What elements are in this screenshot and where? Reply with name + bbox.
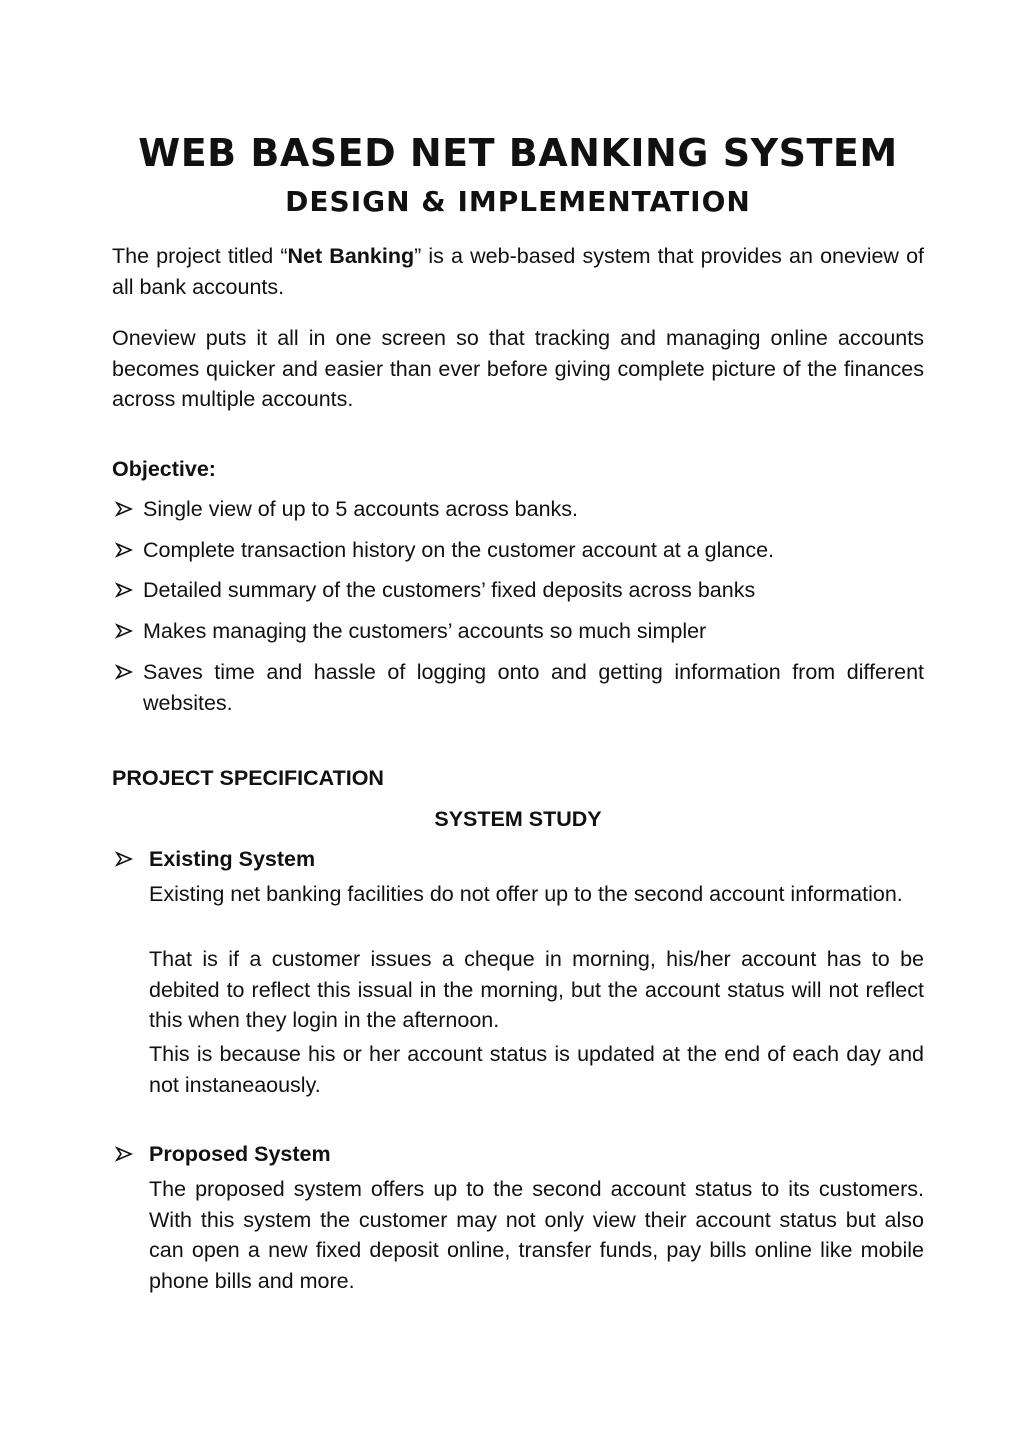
- intro-project-name: Net Banking: [287, 244, 415, 268]
- arrowhead-bullet-icon: [112, 844, 136, 874]
- arrowhead-bullet-icon: [112, 616, 136, 646]
- existing-system-paragraph: This is because his or her account status is updated at the end of each day and not instaneaously.: [149, 1042, 924, 1097]
- objective-item: [112, 535, 924, 566]
- objective-item-text: Complete transaction history on the customer account at a glance.: [143, 538, 775, 562]
- intro-paragraph: [112, 241, 924, 302]
- objective-item-text: Makes managing the customers’ accounts so much simpler: [143, 619, 707, 643]
- existing-system-title: Existing System: [149, 847, 316, 871]
- arrowhead-bullet-icon: [112, 535, 136, 565]
- arrowhead-bullet-icon: [112, 1139, 136, 1169]
- intro-text-after: ” is a web-based system that provides an oneview of all bank accounts.: [112, 244, 925, 299]
- arrowhead-bullet-icon: [112, 494, 136, 524]
- document-subtitle: DESIGN & IMPLEMENTATION: [285, 185, 751, 218]
- objective-item-text: Single view of up to 5 accounts across banks.: [143, 497, 579, 521]
- objective-item-text: Detailed summary of the customers’ fixed deposits across banks: [143, 578, 756, 602]
- objective-heading: Objective:: [112, 457, 216, 481]
- arrowhead-bullet-icon: [112, 575, 136, 605]
- existing-system-paragraph: That is if a customer issues a cheque in morning, his/her account has to be debited to reflect this issual in the morning, but the account status will not reflect this when they login in the afternoon.: [149, 947, 924, 1032]
- proposed-system-title: Proposed System: [149, 1142, 331, 1166]
- project-spec-heading: PROJECT SPECIFICATION: [112, 766, 384, 790]
- objective-item: [112, 575, 924, 606]
- objective-item: [112, 494, 924, 525]
- existing-system-paragraph: Existing net banking facilities do not offer up to the second account information.: [149, 882, 903, 906]
- intro-text-before: The project titled “: [112, 244, 288, 268]
- document-title: WEB BASED NET BANKING SYSTEM: [138, 131, 898, 175]
- objective-item: [112, 616, 924, 647]
- proposed-system-paragraph: The proposed system offers up to the second account status to its customers. With this system the customer may not only view their account status but also can open a new fixed deposit online, transfer funds, pay bills online like mobile phone bills and more.: [149, 1177, 924, 1293]
- system-study-heading: SYSTEM STUDY: [434, 807, 602, 831]
- objective-item-text: Saves time and hassle of logging onto and getting information from different websites.: [143, 660, 924, 715]
- oneview-paragraph: Oneview puts it all in one screen so that tracking and managing online accounts becomes quicker and easier than ever before giving complete picture of the finances across multiple accounts.: [112, 326, 924, 411]
- arrowhead-bullet-icon: [112, 657, 136, 687]
- objective-item: [112, 657, 924, 718]
